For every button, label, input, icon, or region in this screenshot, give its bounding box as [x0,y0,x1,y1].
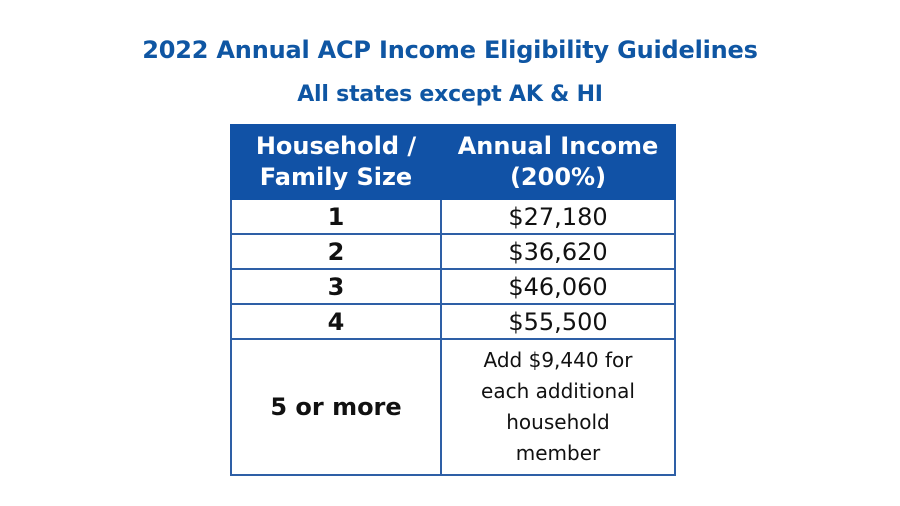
household-size-cell: 4 [231,304,441,339]
annual-income-cell: $46,060 [441,269,675,304]
page-subtitle: All states except AK & HI [297,82,603,107]
household-size-cell: 3 [231,269,441,304]
column-header-line: Annual Income [457,132,659,160]
column-header-line: Household / [255,132,417,160]
eligibility-table [230,124,676,476]
note-line: each additional [481,379,635,403]
title-block [0,34,900,110]
annual-income-cell: $36,620 [441,234,675,269]
table-header-row [231,125,675,199]
table-row [231,199,675,234]
additional-member-note [441,339,675,475]
table-row [231,234,675,269]
household-size-cell: 2 [231,234,441,269]
column-header-household-size [231,125,441,199]
page-title: 2022 Annual ACP Income Eligibility Guidelines [142,36,758,64]
household-size-cell: 5 or more [231,339,441,475]
note-line: Add $9,440 for [483,348,633,372]
annual-income-cell: $55,500 [441,304,675,339]
column-header-line: Family Size [259,163,413,191]
table-row [231,269,675,304]
table-row [231,304,675,339]
household-size-cell: 1 [231,199,441,234]
column-header-annual-income [441,125,675,199]
column-header-line: (200%) [509,163,607,191]
note-line: household [506,410,610,434]
table-row-five-or-more [231,339,675,475]
annual-income-cell: $27,180 [441,199,675,234]
note-line: member [515,441,601,465]
